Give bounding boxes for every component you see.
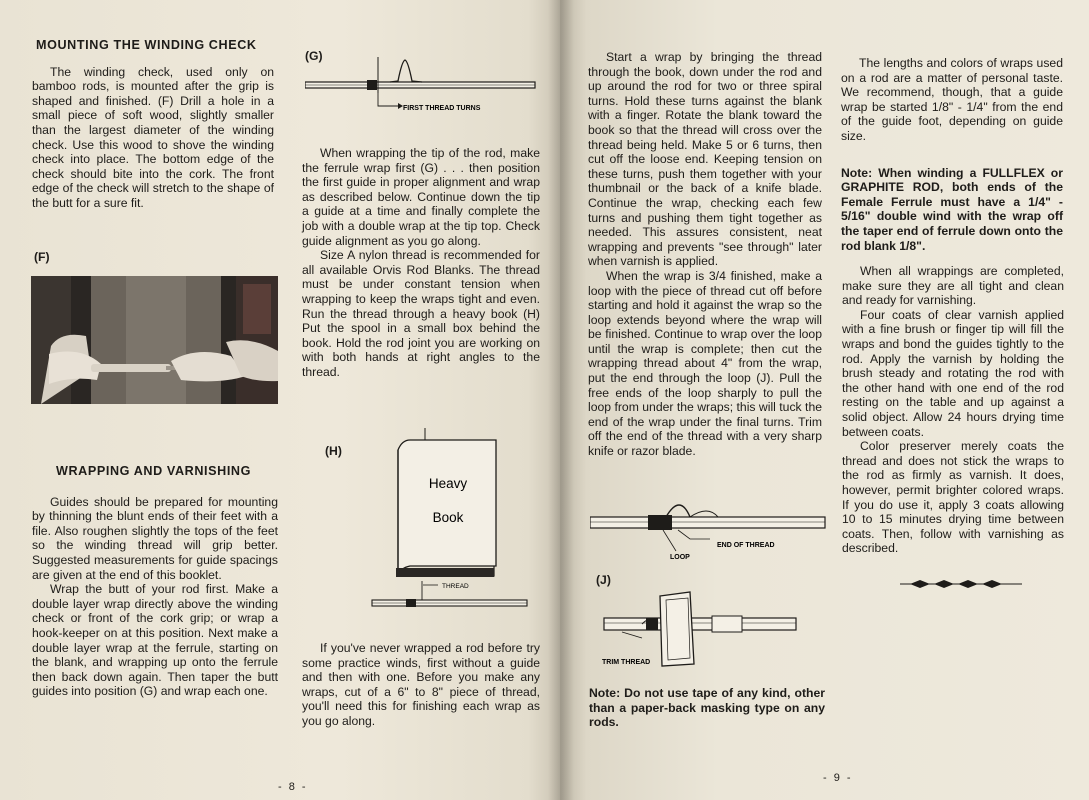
note-tape: Note: Do not use tape of any kind, other than a paper-back masking type on any rods.	[589, 686, 825, 730]
tip-paragraph: When wrapping the tip of the rod, make the ferrule wrap first (G) . . . then position the first guide in proper alignment and wrap as described below. Continue down the tip a guide at a time and finally complete the job with a double wrap at the tip top. Check guide alignment as you go along.	[302, 146, 540, 248]
lengths-column	[841, 56, 1063, 253]
figure-h-label: (H)	[325, 444, 342, 458]
completed-paragraph: When all wrappings are completed, make sure they are all tight and clean and ready for varnishing.	[842, 264, 1064, 308]
figure-trim-thread-label: TRIM THREAD	[602, 659, 651, 666]
figure-end-of-thread-label: END OF THREAD	[717, 542, 775, 549]
hands-with-rod-photo	[31, 276, 278, 404]
book-title-line2: Book	[432, 510, 464, 525]
figure-h-caption: THREAD	[442, 583, 469, 590]
nylon-paragraph: Size A nylon thread is recommended for all available Orvis Rod Blanks. The thread must be under constant tension when wrapping to keep the wraps tight and even. Run the thread through a heavy book (H) Put the spool in a small box behind the book. Hold the rod joint you are working on with both hands at right angles to the thread.	[302, 248, 540, 379]
coats-paragraph: Four coats of clear varnish applied with a fine brush or finger tip will fill the wraps and bond the guides tightly to the rod. Apply the varnish by holding the brush steady and rotating the rod with the other hand with one end of the rod resting on the table and up against a solid object. Allow 24 hours drying time between coats.	[842, 307, 1064, 439]
figure-j-label: (J)	[596, 573, 611, 587]
note-tape-column	[589, 686, 825, 730]
figure-f-label: (F)	[34, 250, 50, 264]
figure-loop-diagram	[590, 497, 828, 565]
page-number-8: - 8 -	[278, 781, 308, 793]
figure-j-diagram	[602, 588, 802, 670]
figure-h-diagram	[370, 428, 530, 613]
note-fullflex: Note: When winding a FULLFLEX or GRAPHITE ROD, both ends of the Female Ferrule must have a 1/4" - 5/16" double wind with the wrap off the taper end of ferrule down onto the rod blank 1/8".	[841, 165, 1063, 253]
figure-g-diagram	[305, 55, 540, 117]
preserver-paragraph: Color preserver merely coats the thread and does not stick the wraps to the rod as firmly as varnish. It does, however, permit brighter colored wraps. If you do use it, apply 3 coats allowing 10 to 15 minutes drying time between coats. Then, follow with varnishing as described.	[842, 439, 1064, 556]
winding-check-paragraph: The winding check, used only on bamboo rods, is mounted after the grip is shaped and finished. (F) Drill a hole in a small piece of soft wood, slightly smaller than the largest diameter of the winding check. Use this wood to shove the winding check into place. The bottom edge of the check should bite into the cork. The front edge of the check will stretch to the shape of the butt for a sure fit.	[32, 64, 274, 210]
page-number-9: - 9 -	[823, 772, 853, 784]
heading-wrapping-varnishing: WRAPPING AND VARNISHING	[56, 464, 252, 478]
right-page	[560, 0, 1089, 800]
heading-winding-check: MOUNTING THE WINDING CHECK	[36, 38, 257, 52]
guides-paragraph: Guides should be prepared for mounting by thinning the blunt ends of their feet with a file. Also roughen slightly the tops of the feet so the winding thread will grip better. Suggested measurements for guide spacings are given at the end of this booklet.	[32, 494, 278, 582]
practice-paragraph: If you've never wrapped a rod before try some practice winds, first without a guide and then with one. Before you make any wraps, cut of a 6" to 8" piece of thread, you'll need this for finishing each wrap as you go along.	[302, 641, 540, 728]
figure-f-photo	[31, 276, 278, 404]
winding-check-column	[32, 38, 274, 211]
book-title-line1: Heavy	[428, 476, 468, 491]
figure-g-caption: FIRST THREAD TURNS	[403, 105, 481, 112]
lengths-paragraph: The lengths and colors of wraps used on a rod are a matter of personal taste. We recommend, though, that a guide wrap be started 1/8" - 1/4" from the end of the guide foot, depending on guide size.	[841, 56, 1063, 143]
tip-column	[302, 146, 540, 380]
three-quarter-paragraph: When the wrap is 3/4 finished, make a loop with the piece of thread cut off before starting and hold it against the wrap so the loop extends beyond where the wrap will be finished. Continue to wrap over the loop until the wrap is complete; then cut the wrapping thread about 4" from the wrap, put the end through the loop (J). Pull the free ends of the loop sharply to pull the loop from under the wraps; this will tuck the end of the wrap under the final turns. Trim off the end of the thread with a very sharp knife or razor blade.	[588, 268, 822, 459]
varnish-column	[842, 264, 1064, 556]
wrapping-column	[32, 464, 278, 699]
book-gutter	[548, 0, 574, 800]
figure-loop-label: LOOP	[670, 554, 690, 561]
start-wrap-column	[588, 50, 822, 459]
figure-g-label: (G)	[305, 49, 323, 63]
start-wrap-paragraph: Start a wrap by bringing the thread through the book, down under the rod and up around the rod for two or three spiral turns. Hold these turns against the blank with a finger. Rotate the blank toward the book so that the thread will cross over the thread being held. Make 5 or 6 turns, then cut off the loose end. Keeping tension on these turns, push them together with your thumbnail or the back of a knife blade. Continue the wrap, checking each few turns and pushing them tight together as needed. This assures consistent, neat wrapping and prevents "see through" later when varnish is applied.	[588, 50, 822, 269]
butt-paragraph: Wrap the butt of your rod first. Make a double layer wrap directly above the winding check or front of the cork grip; or wrap a hook-keeper on at this position. Next make a double layer wrap at the ferrule, starting on the blank, and wrapping up onto the ferrule then back down again. Then taper the butt guides into position (G) and wrap each one.	[32, 582, 278, 699]
decorative-divider	[900, 578, 1022, 590]
practice-column	[302, 641, 540, 729]
